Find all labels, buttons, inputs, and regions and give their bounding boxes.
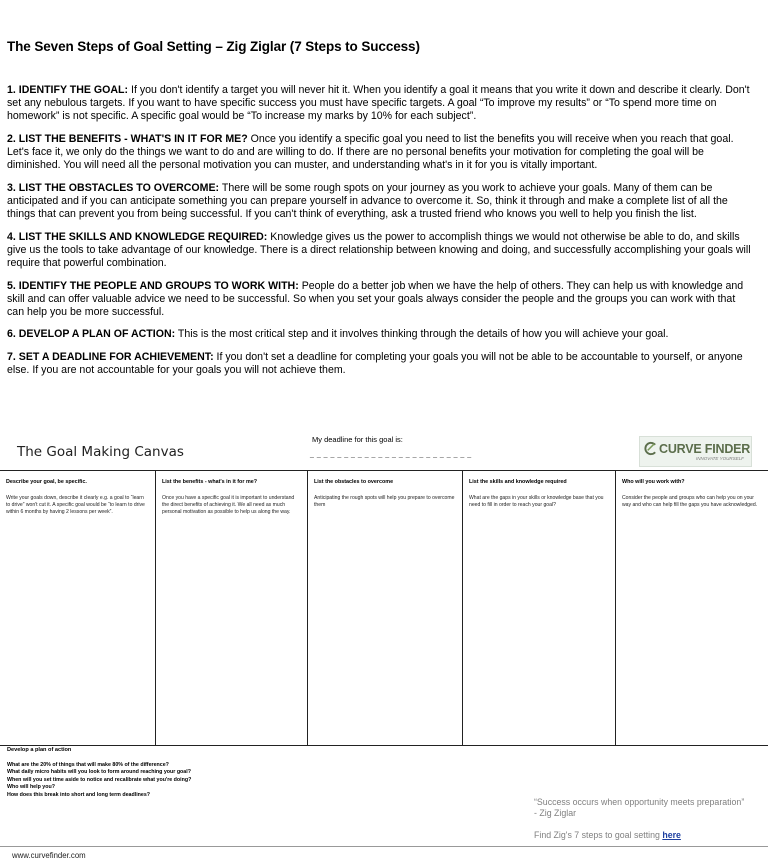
step-label: 3. LIST THE OBSTACLES TO OVERCOME: <box>7 181 220 194</box>
step-4 <box>7 231 755 270</box>
column-text: What are the gaps in your skills or knowledge base that you need to fill in order to reach your goal? <box>469 495 604 509</box>
logo-text: CURVE FINDER <box>659 442 751 456</box>
column-heading: List the skills and knowledge required <box>469 479 567 485</box>
column-heading: List the obstacles to overcome <box>314 479 394 485</box>
here-link[interactable]: here <box>662 830 681 840</box>
step-text: Once you identify a specific goal you need to list the benefits you will receive when you reach that goal. Let's face it, we only do the things we want to do and are willing to do. If there are no personal benefits your motivation for completing the goal will be diminished. You will need all the personal motivation you can muster, and understanding what's in it for you is vitally important. <box>7 132 734 172</box>
page-title: The Seven Steps of Goal Setting – Zig Ziglar (7 Steps to Success) <box>7 39 420 54</box>
deadline-input-line[interactable]: _ _ _ _ _ _ _ _ _ _ _ _ _ _ _ _ _ _ _ _ _ _ _ _ <box>310 451 472 458</box>
step-label: 6. DEVELOP A PLAN OF ACTION: <box>7 328 176 341</box>
step-6 <box>7 328 755 341</box>
footer-url: www.curvefinder.com <box>12 851 86 860</box>
plan-question: Who will help you? <box>7 784 55 791</box>
curve-finder-mark-icon <box>643 441 658 456</box>
curve-finder-logo <box>639 436 752 467</box>
find-steps-line <box>534 830 681 840</box>
step-label: 5. IDENTIFY THE PEOPLE AND GROUPS TO WORK WITH: <box>7 279 299 292</box>
step-2 <box>7 133 755 172</box>
canvas-column-benefits[interactable] <box>155 471 307 745</box>
column-text: Anticipating the rough spots will help you prepare to overcome them <box>314 495 455 509</box>
quote-block <box>534 797 744 819</box>
step-text: There will be some rough spots on your journey as you work to achieve your goals. Many of them can be anticipated and if you can anticipate something you can prepare yourself in advance to overcome it. So, think it through and make a complete list of all the things that can prevent you from being successful. If you can't think of everything, ask a trusted friend who knows you well to help you finish the list. <box>7 181 728 220</box>
step-label: 2. LIST THE BENEFITS - WHAT'S IN IT FOR ME? <box>7 132 248 145</box>
logo-tagline: INNOVATE YOURSELF <box>696 456 744 461</box>
plan-question: What are the 20% of things that will make 80% of the difference? <box>7 762 169 768</box>
step-label: 1. IDENTIFY THE GOAL: <box>7 84 129 96</box>
column-heading: Who will you work with? <box>622 479 685 485</box>
canvas-column-goal[interactable] <box>0 471 155 745</box>
canvas-column-skills[interactable] <box>462 471 615 745</box>
find-text: Find Zig's 7 steps to goal setting <box>534 830 663 840</box>
steps-list <box>7 84 755 387</box>
step-text: Knowledge gives us the power to accomplish things we would not otherwise be able to do, and skills give us the tools to take advantage of our knowledge. There is a direct relationship between knowing and doing, and successfully accomplishing your goals will require that powerful combination. <box>7 230 751 269</box>
column-text: Consider the people and groups who can help you on your way and who can help fill the gaps you have acknowledged. <box>622 495 758 509</box>
step-5 <box>7 280 755 319</box>
step-3 <box>7 182 755 221</box>
step-label: 4. LIST THE SKILLS AND KNOWLEDGE REQUIRED: <box>7 230 268 243</box>
column-heading: List the benefits - what's in it for me? <box>162 479 258 485</box>
plan-question: What daily micro habits will you look to form around reaching your goal? <box>7 769 191 776</box>
plan-question: When will you set time aside to notice and recalibrate what you're doing? <box>7 776 192 783</box>
step-text: If you don't set a deadline for completing your goals you will not be able to be accountable to yourself, or anyone else. If you are not accountable for your goals you will not achieve them. <box>7 351 743 377</box>
step-1 <box>7 84 755 123</box>
column-text: Write your goals down, describe it clearly e.g. a goal to “learn to drive” won't cut it. A specific goal would be “to learn to drive within 6 months by having 2 lessons per week”. <box>6 495 145 516</box>
plan-questions <box>7 762 467 799</box>
step-text: People do a better job when we have the help of others. They can help us with knowledge and skill and can offer valuable advice we need to be successful. So when you set your goals always consider the people and the groups you can work with that can help you be more successful. <box>7 279 744 318</box>
deadline-label: My deadline for this goal is: <box>312 435 403 444</box>
column-text: Once you have a specific goal it is important to understand the direct benefits of achieving it. We all need as much personal motivation as possible to help us along the way. <box>162 495 295 516</box>
step-text: This is the most critical step and it involves thinking through the details of how you will achieve your goal. <box>175 328 669 341</box>
quote-text: “Success occurs when opportunity meets preparation” <box>534 797 745 807</box>
column-heading: Describe your goal, be specific. <box>6 479 87 485</box>
plan-heading: Develop a plan of action <box>7 747 72 753</box>
canvas-title: The Goal Making Canvas <box>17 444 184 460</box>
canvas-column-people[interactable] <box>615 471 768 745</box>
quote-author: - Zig Ziglar <box>534 808 577 818</box>
plan-question: How does this break into short and long term deadlines? <box>7 791 151 798</box>
footer-divider <box>0 846 768 847</box>
step-7 <box>7 351 755 377</box>
plan-of-action-section[interactable] <box>7 747 467 799</box>
canvas-column-obstacles[interactable] <box>307 471 462 745</box>
goal-canvas-grid <box>0 470 768 746</box>
step-label: 7. SET A DEADLINE FOR ACHIEVEMENT: <box>7 351 214 364</box>
step-text: If you don't identify a target you will never hit it. When you identify a goal it means that you write it down and describe it clearly. Don't set any nebulous targets. If you want to have specific success you must have specific targets. A goal “To improve my results” or “To spend more time on homework” is not specific. A specific goal would be “To increase my marks by 10% for each subject”. <box>7 84 750 123</box>
